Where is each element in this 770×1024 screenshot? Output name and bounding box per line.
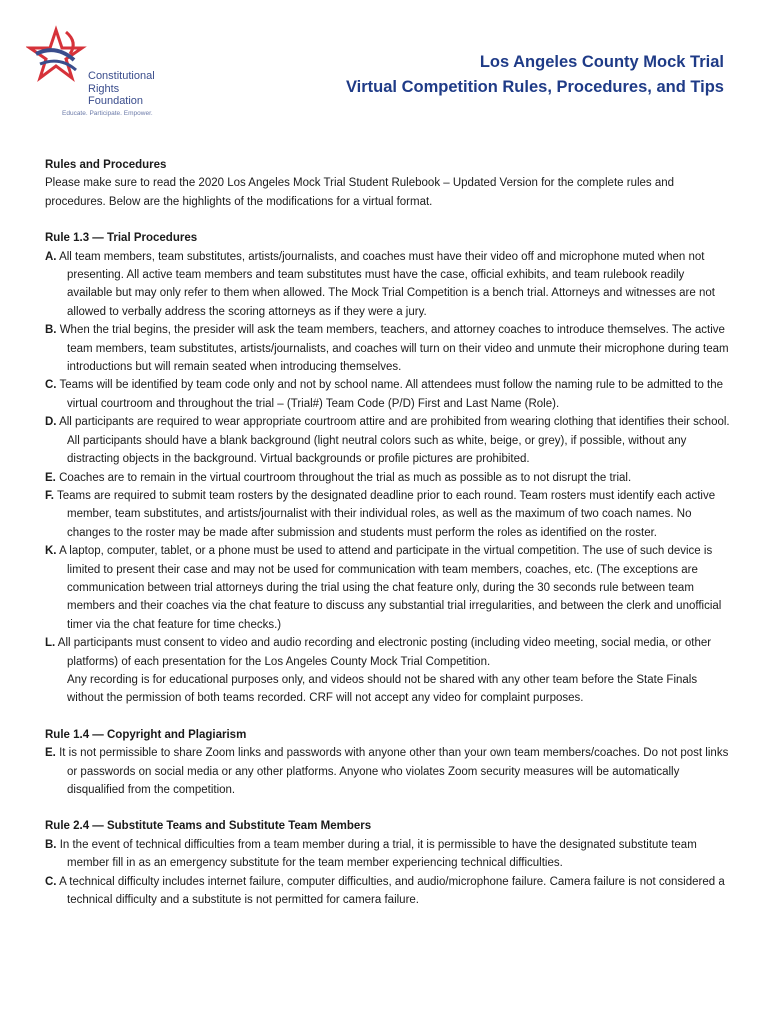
rule-item — [45, 413, 730, 468]
rule-heading: Rule 2.4 — Substitute Teams and Substitute Team Members — [45, 820, 372, 833]
logo-tagline: Educate. Participate. Empower. — [62, 110, 153, 117]
item-label: B. — [45, 324, 57, 337]
rule-item — [45, 321, 730, 376]
item-text: Coaches are to remain in the virtual courtroom throughout the trial as much as possible as to not disrupt the trial. — [59, 471, 632, 484]
item-text: In the event of technical difficulties from a team member during a trial, it is permissible to have the designated substitute team member fill in as an emergency substitute for the team member experiencing technical difficulties. — [59, 838, 697, 870]
org-name-line: Foundation — [88, 95, 144, 107]
item-text: All team members, team substitutes, artists/journalists, and coaches must have their video off and microphone muted when not presenting. All active team members and team substitutes must have the case, official exhibits, and team rulebook readily available but may only refer to them when allowed. The Mock Trial Competition is a bench trial. Attorneys and witnesses are not allowed to verbally address the scoring attorneys as if they were a jury. — [59, 250, 715, 318]
rule-item — [45, 376, 730, 413]
item-label: K. — [45, 545, 57, 558]
item-label: L. — [45, 637, 56, 650]
org-name-line: Constitutional — [88, 70, 155, 82]
intro-paragraph: Please make sure to read the 2020 Los Angeles Mock Trial Student Rulebook – Updated Version for the complete rules and procedures. Below are the highlights of the modifications for a virtual format. — [45, 177, 675, 208]
title-line-2: Virtual Competition Rules, Procedures, and Tips — [345, 78, 724, 96]
item-text: Teams will be identified by team code only and not by school name. All attendees must follow the naming rule to be admitted to the virtual courtroom and throughout the trial – (Trial#) Team Code (P/D) First and Last Name (Role). — [59, 379, 724, 410]
item-label: A. — [45, 250, 57, 263]
rule-heading: Rule 1.4 — Copyright and Plagiarism — [45, 728, 247, 741]
item-text: All participants must consent to video and audio recording and electronic posting (including video meeting, social media, or other platforms) of each presentation for the Los Angeles County Mock Trial Competition. — [57, 637, 712, 668]
org-name — [88, 70, 155, 108]
rule-item — [45, 469, 730, 487]
item-text: It is not permissible to share Zoom links and passwords with anyone other than your own team members/coaches. Do not post links or passwords on social media or any other platforms. Anyone who violates Zoom security measures will be automatically disqualified from the competition. — [59, 747, 729, 796]
item-text: A technical difficulty includes internet failure, computer difficulties, and audio/microphone failure. Camera failure is not considered a technical difficulty and a substitute is not permitted for camera failure. — [59, 875, 725, 907]
item-label: D. — [45, 416, 57, 429]
rule-item — [45, 836, 730, 873]
section-heading: Rules and Procedures — [45, 159, 167, 171]
rule-item-continuation: Any recording is for educational purposes only, and videos should not be shared with any other team before the State Finals without the permission of both teams recorded. CRF will not accept any video for complaint purposes. — [67, 673, 698, 705]
rule-item — [45, 873, 730, 910]
item-label: E. — [45, 471, 56, 484]
rule-item — [45, 487, 730, 542]
item-label: C. — [45, 379, 57, 392]
item-label: F. — [45, 489, 54, 502]
crf-logo — [26, 24, 176, 124]
rule-item — [45, 248, 730, 322]
item-label: C. — [45, 875, 57, 888]
document-body — [45, 156, 730, 909]
rule-item — [45, 634, 730, 671]
item-label: B. — [45, 838, 57, 851]
org-name-line: Rights — [88, 82, 120, 95]
item-text: When the trial begins, the presider will ask the team members, teachers, and attorney coaches to introduce themselves. The active team members, team substitutes, artists/journalists, and coaches will turn on their video and unmute their microphone during team introductions but will remain seated when introducing themselves. — [59, 324, 729, 374]
item-text: A laptop, computer, tablet, or a phone must be used to attend and participate in the virtual competition. The use of such device is limited to present their case and may not be used for communication with team members, coaches, etc. (The exceptions are communication between trial attorneys during the trial using the chat feature only, during the 30 seconds rule between team members and their coaches via the chat feature to discuss any substantial trial irregularities, and between the clerk and unofficial timer via the chat feature for time checks.) — [59, 545, 722, 631]
document-title — [346, 50, 724, 100]
title-line-1: Los Angeles County Mock Trial — [479, 53, 724, 71]
rule-heading: Rule 1.3 — Trial Procedures — [45, 232, 198, 245]
rule-item — [45, 542, 730, 634]
item-text: All participants are required to wear appropriate courtroom attire and are prohibited from wearing clothing that identifies their school. All participants should have a blank background (light neutral colors such as white, beige, or grey), if possible, without any distracting objects in the background. Virtual backgrounds or profile pictures are prohibited. — [59, 416, 730, 466]
item-text: Teams are required to submit team rosters by the designated deadline prior to each round. Team rosters must identify each active member, team substitutes, and artists/journalist with their individual roles, as well as the maximum of two coach names. No changes to the roster may be made after submission and students must perform the roles as identified on the roster. — [56, 489, 716, 539]
item-label: E. — [45, 747, 56, 760]
rule-item — [45, 744, 730, 799]
